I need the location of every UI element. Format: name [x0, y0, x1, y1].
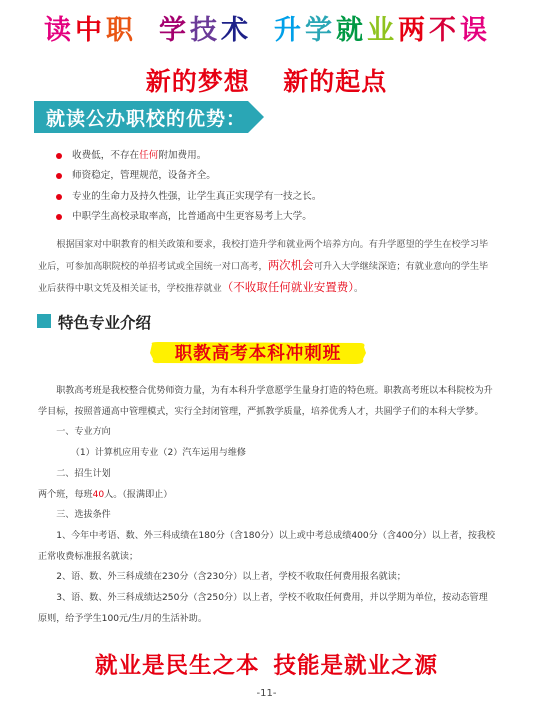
headline	[0, 62, 533, 98]
slogan-char: 中	[75, 15, 104, 46]
highlight-text: 任何	[139, 150, 159, 161]
bullet-icon	[56, 194, 62, 200]
majors-text: （1）计算机应用专业（2）汽车运用与维修	[70, 448, 247, 459]
subheading: 二、招生计划	[56, 468, 111, 479]
advantages-list	[62, 146, 502, 228]
list-item: 师资稳定，管理规范，设备齐全。	[62, 166, 502, 186]
slogan-char: 读	[44, 15, 73, 46]
program-details	[38, 381, 496, 629]
highlight-text: 两次机会	[267, 258, 314, 272]
slogan-char: 两	[398, 15, 427, 46]
slogan-char: 术	[221, 15, 250, 46]
headline-part-2: 新的起点	[283, 67, 388, 96]
page-number: -11-	[256, 688, 277, 699]
top-slogan	[0, 8, 533, 47]
advantages-banner-title: 就读公办职校的优势：	[46, 108, 247, 130]
headline-part-1: 新的梦想	[145, 67, 250, 96]
subheading: 一、专业方向	[56, 427, 111, 438]
slogan-char: 就	[336, 15, 365, 46]
list-item: 专业的生命力及持久性强，让学生真正实现学有一技之长。	[62, 187, 502, 207]
bullet-icon	[56, 173, 62, 179]
condition-item: 1、今年中考语、数、外三科成绩在180分（含180分）以上或中考总成绩400分（含400分）以上者，按我校正常收费标准报名就读；	[38, 530, 496, 562]
slogan-char: 学	[305, 15, 334, 46]
bullet-icon	[56, 214, 62, 220]
bottom-slogan	[0, 648, 533, 680]
slogan-char: 技	[190, 15, 219, 46]
bottom-slogan-part-1: 就业是民生之本	[94, 653, 260, 679]
subheading: 三、选拔条件	[56, 510, 111, 521]
slogan-char: 不	[429, 15, 458, 46]
condition-item: 3、语、数、外三科成绩达250分（含250分）以上者，学校不收取任何费用，并以学期为单位，按动态管理原则，给予学生100元/生/月的生活补助。	[38, 593, 488, 624]
program-description: 职教高考班是我校整合优势师资力量，为有本科升学意愿学生量身打造的特色班。职教高考班以本科院校为升学目标，按照普通高中管理模式，实行全封闭管理，严抓教学质量，培养优秀人才，共圆学子们的本科大学梦。	[38, 386, 493, 417]
slogan-char: 学	[159, 15, 188, 46]
condition-item: 2、语、数、外三科成绩在230分（含230分）以上者，学校不收取任何费用报名就读；	[56, 572, 406, 583]
list-item: 中职学生高校录取率高，比普通高中生更容易考上大学。	[62, 207, 502, 227]
slogan-char: 升	[274, 15, 303, 46]
slogan-char: 业	[367, 15, 396, 46]
bullet-icon	[56, 153, 62, 159]
slogan-char: 职	[106, 15, 135, 46]
section-title: 特色专业介绍	[58, 314, 152, 332]
section-marker	[37, 314, 51, 328]
list-item: 收费低，不存在任何附加费用。	[62, 146, 502, 166]
highlight-text: 40	[92, 489, 105, 500]
program-title: 职教高考本科冲刺班	[174, 344, 342, 364]
bottom-slogan-part-2: 技能是就业之源	[273, 653, 439, 679]
highlight-text: （不收取任何就业安置费）	[221, 280, 354, 294]
intro-paragraph: 根据国家对中职教育的相关政策和要求，我校打造升学和就业两个培养方向。有升学愿望的学生在校学习毕业后，可参加高职院校的单招考试或全国统一对口高考，两次机会可升入大学继续深造；有就业意向的学生毕业后获得中职文凭及相关证书，学校推荐就业（不收取任何就业安置费）。	[38, 239, 489, 294]
enrollment-plan: 两个班，每班40人。（报满即止）	[38, 489, 173, 500]
slogan-char: 误	[460, 15, 489, 46]
